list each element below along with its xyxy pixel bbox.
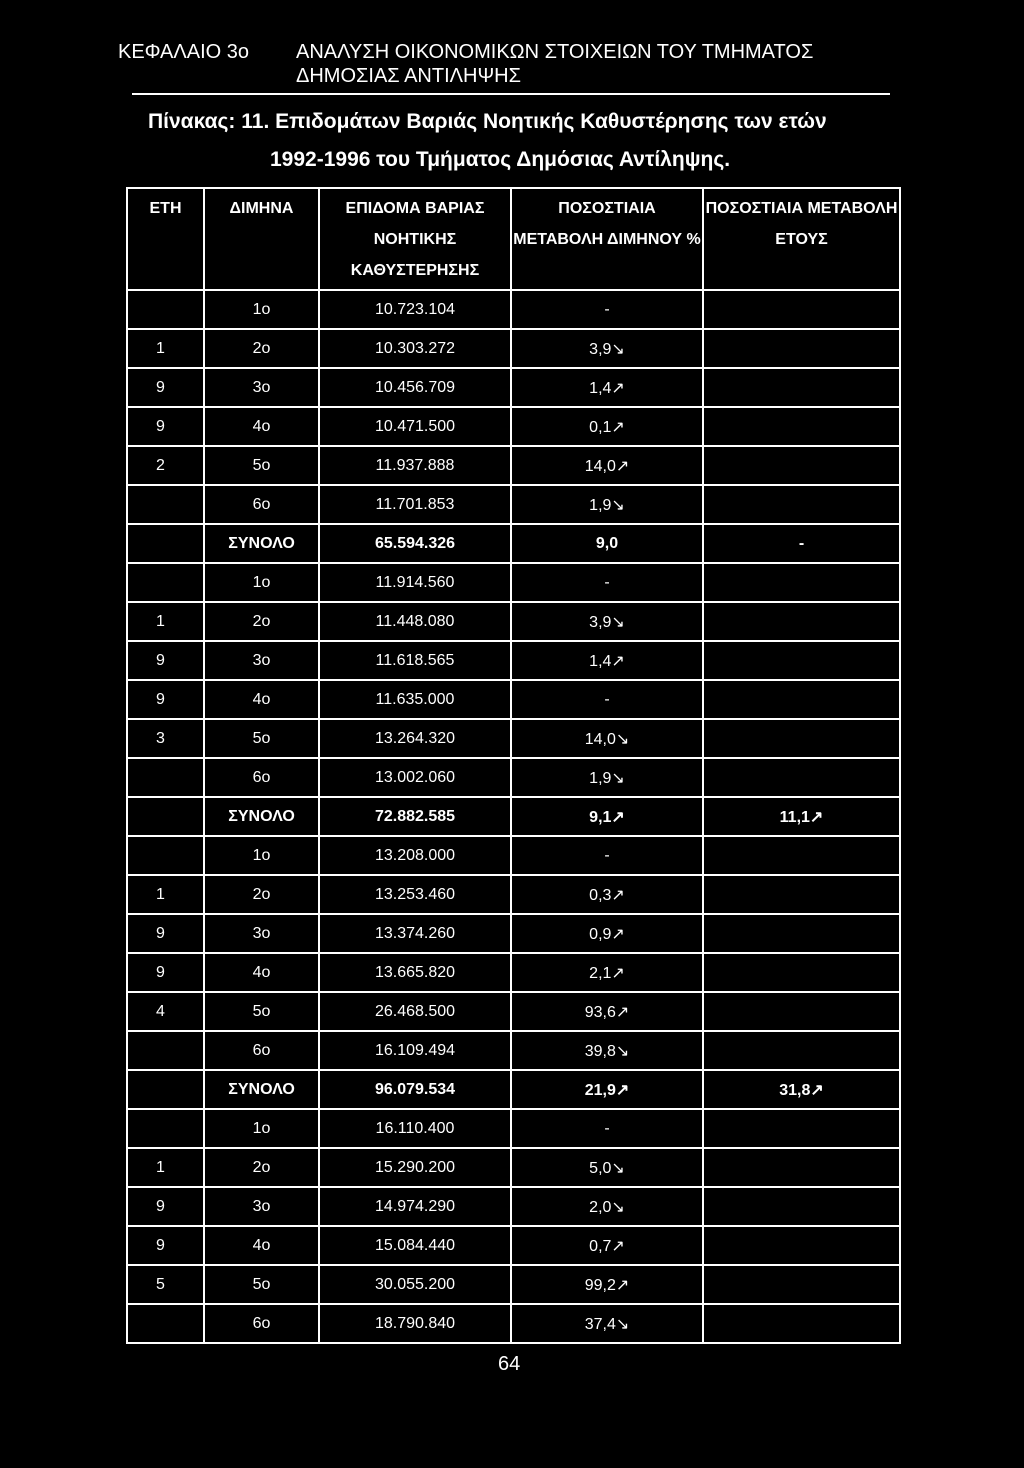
cell-annual-change xyxy=(703,368,900,407)
table-row xyxy=(127,290,900,329)
cell-year xyxy=(127,524,204,563)
col-header-annual-change: ΠΟΣΟΣΤΙΑΙΑ ΜΕΤΑΒΟΛΗ ΕΤΟΥΣ xyxy=(703,188,900,290)
cell-bimonthly-change: 93,6↗ xyxy=(511,992,703,1031)
cell-annual-change xyxy=(703,680,900,719)
cell-year xyxy=(127,1109,204,1148)
total-row xyxy=(127,1070,900,1109)
cell-amount: 11.937.888 xyxy=(319,446,511,485)
cell-annual-change xyxy=(703,641,900,680)
cell-annual-change xyxy=(703,1031,900,1070)
cell-year: 9 xyxy=(127,1226,204,1265)
cell-bimonthly-change: 21,9↗ xyxy=(511,1070,703,1109)
total-row xyxy=(127,524,900,563)
cell-bimonthly-change: 14,0↗ xyxy=(511,446,703,485)
cell-annual-change xyxy=(703,953,900,992)
cell-period: 5ο xyxy=(204,719,319,758)
cell-bimonthly-change: 2,1↗ xyxy=(511,953,703,992)
cell-period: 1ο xyxy=(204,836,319,875)
cell-amount: 11.914.560 xyxy=(319,563,511,602)
cell-bimonthly-change: 0,7↗ xyxy=(511,1226,703,1265)
table-row xyxy=(127,563,900,602)
col-header-years: ΕΤΗ xyxy=(127,188,204,290)
table-row xyxy=(127,1265,900,1304)
cell-period: 1ο xyxy=(204,1109,319,1148)
table-row xyxy=(127,875,900,914)
cell-annual-change xyxy=(703,1304,900,1343)
cell-annual-change: 11,1↗ xyxy=(703,797,900,836)
table-row xyxy=(127,914,900,953)
cell-bimonthly-change: 3,9↘ xyxy=(511,329,703,368)
table-row xyxy=(127,407,900,446)
table-row xyxy=(127,602,900,641)
cell-bimonthly-change: - xyxy=(511,290,703,329)
cell-amount: 10.471.500 xyxy=(319,407,511,446)
cell-year xyxy=(127,485,204,524)
cell-annual-change xyxy=(703,914,900,953)
cell-year: 1 xyxy=(127,602,204,641)
col-header-allowance: ΕΠΙΔΟΜΑ ΒΑΡΙΑΣ ΝΟΗΤΙΚΗΣ ΚΑΘΥΣΤΕΡΗΣΗΣ xyxy=(319,188,511,290)
cell-amount: 13.264.320 xyxy=(319,719,511,758)
cell-annual-change xyxy=(703,992,900,1031)
cell-period: ΣΥΝΟΛΟ xyxy=(204,1070,319,1109)
cell-amount: 18.790.840 xyxy=(319,1304,511,1343)
cell-bimonthly-change: 0,3↗ xyxy=(511,875,703,914)
cell-amount: 26.468.500 xyxy=(319,992,511,1031)
cell-period: 4ο xyxy=(204,680,319,719)
table-row xyxy=(127,1109,900,1148)
cell-amount: 16.110.400 xyxy=(319,1109,511,1148)
cell-period: 3ο xyxy=(204,1187,319,1226)
cell-annual-change xyxy=(703,407,900,446)
cell-amount: 10.303.272 xyxy=(319,329,511,368)
table-row xyxy=(127,1187,900,1226)
cell-year: 9 xyxy=(127,407,204,446)
cell-bimonthly-change: 99,2↗ xyxy=(511,1265,703,1304)
cell-annual-change xyxy=(703,758,900,797)
cell-year: 1 xyxy=(127,875,204,914)
cell-year: 9 xyxy=(127,368,204,407)
cell-amount: 11.635.000 xyxy=(319,680,511,719)
cell-bimonthly-change: - xyxy=(511,680,703,719)
cell-amount: 13.002.060 xyxy=(319,758,511,797)
cell-amount: 72.882.585 xyxy=(319,797,511,836)
cell-bimonthly-change: - xyxy=(511,836,703,875)
cell-bimonthly-change: 9,1↗ xyxy=(511,797,703,836)
cell-amount: 13.208.000 xyxy=(319,836,511,875)
cell-annual-change xyxy=(703,329,900,368)
cell-annual-change xyxy=(703,1265,900,1304)
cell-period: 3ο xyxy=(204,368,319,407)
table-body xyxy=(127,290,900,1343)
col-header-bimonthly-change: ΠΟΣΟΣΤΙΑΙΑ ΜΕΤΑΒΟΛΗ ΔΙΜΗΝΟΥ % xyxy=(511,188,703,290)
cell-period: 3ο xyxy=(204,641,319,680)
cell-bimonthly-change: 5,0↘ xyxy=(511,1148,703,1187)
cell-amount: 30.055.200 xyxy=(319,1265,511,1304)
allowance-table xyxy=(126,187,901,1344)
cell-annual-change xyxy=(703,602,900,641)
page-number: 64 xyxy=(498,1353,521,1375)
cell-amount: 13.374.260 xyxy=(319,914,511,953)
cell-period: 6ο xyxy=(204,758,319,797)
cell-bimonthly-change: 14,0↘ xyxy=(511,719,703,758)
table-row xyxy=(127,1148,900,1187)
cell-amount: 10.723.104 xyxy=(319,290,511,329)
header-divider xyxy=(132,93,890,95)
cell-amount: 13.665.820 xyxy=(319,953,511,992)
cell-period: 2ο xyxy=(204,1148,319,1187)
table-row xyxy=(127,446,900,485)
cell-bimonthly-change: - xyxy=(511,1109,703,1148)
cell-annual-change xyxy=(703,1187,900,1226)
cell-year: 9 xyxy=(127,1187,204,1226)
cell-amount: 16.109.494 xyxy=(319,1031,511,1070)
cell-year xyxy=(127,758,204,797)
table-header-row xyxy=(127,188,900,290)
cell-year: 9 xyxy=(127,680,204,719)
table-row xyxy=(127,329,900,368)
cell-bimonthly-change: 1,9↘ xyxy=(511,485,703,524)
cell-annual-change xyxy=(703,446,900,485)
cell-period: 5ο xyxy=(204,1265,319,1304)
header-title-line2: ΔΗΜΟΣΙΑΣ ΑΝΤΙΛΗΨΗΣ xyxy=(296,65,521,87)
cell-amount: 11.448.080 xyxy=(319,602,511,641)
cell-period: 6ο xyxy=(204,485,319,524)
cell-period: ΣΥΝΟΛΟ xyxy=(204,797,319,836)
cell-amount: 96.079.534 xyxy=(319,1070,511,1109)
cell-period: 5ο xyxy=(204,446,319,485)
table-title-line1: Πίνακας: 11. Επιδομάτων Βαριάς Νοητικής Καθυστέρησης των ετών xyxy=(148,110,827,133)
chapter-label: ΚΕΦΑΛΑΙΟ 3ο xyxy=(118,41,250,63)
total-row xyxy=(127,797,900,836)
table-row xyxy=(127,719,900,758)
col-header-bimonthly-period: ΔΙΜΗΝΑ xyxy=(204,188,319,290)
cell-amount: 11.618.565 xyxy=(319,641,511,680)
table-row xyxy=(127,1304,900,1343)
cell-period: 2ο xyxy=(204,875,319,914)
cell-year xyxy=(127,1031,204,1070)
cell-annual-change: 31,8↗ xyxy=(703,1070,900,1109)
cell-annual-change xyxy=(703,1148,900,1187)
cell-year: 4 xyxy=(127,992,204,1031)
table-row xyxy=(127,680,900,719)
cell-annual-change xyxy=(703,836,900,875)
table-row xyxy=(127,758,900,797)
table-row xyxy=(127,485,900,524)
cell-period: ΣΥΝΟΛΟ xyxy=(204,524,319,563)
cell-annual-change xyxy=(703,875,900,914)
cell-period: 6ο xyxy=(204,1304,319,1343)
table-row xyxy=(127,1226,900,1265)
header-title-line1: ΑΝΑΛΥΣΗ ΟΙΚΟΝΟΜΙΚΩΝ ΣΤΟΙΧΕΙΩΝ ΤΟΥ ΤΜΗΜΑΤΟΣ xyxy=(296,41,814,63)
table-row xyxy=(127,992,900,1031)
table-row xyxy=(127,641,900,680)
cell-period: 2ο xyxy=(204,329,319,368)
cell-amount: 13.253.460 xyxy=(319,875,511,914)
cell-bimonthly-change: 37,4↘ xyxy=(511,1304,703,1343)
cell-year xyxy=(127,290,204,329)
cell-bimonthly-change: 39,8↘ xyxy=(511,1031,703,1070)
cell-year: 9 xyxy=(127,641,204,680)
cell-amount: 10.456.709 xyxy=(319,368,511,407)
page-header xyxy=(118,40,888,88)
table-row xyxy=(127,953,900,992)
table-row xyxy=(127,1031,900,1070)
cell-annual-change xyxy=(703,1226,900,1265)
cell-year xyxy=(127,1304,204,1343)
cell-year: 5 xyxy=(127,1265,204,1304)
cell-annual-change xyxy=(703,485,900,524)
cell-period: 3ο xyxy=(204,914,319,953)
cell-bimonthly-change: 0,9↗ xyxy=(511,914,703,953)
cell-year: 1 xyxy=(127,329,204,368)
cell-period: 4ο xyxy=(204,1226,319,1265)
table-row xyxy=(127,836,900,875)
cell-period: 5ο xyxy=(204,992,319,1031)
cell-year: 9 xyxy=(127,914,204,953)
cell-year: 9 xyxy=(127,953,204,992)
cell-year xyxy=(127,1070,204,1109)
cell-period: 1ο xyxy=(204,563,319,602)
cell-bimonthly-change: 0,1↗ xyxy=(511,407,703,446)
cell-amount: 11.701.853 xyxy=(319,485,511,524)
cell-period: 2ο xyxy=(204,602,319,641)
cell-year: 3 xyxy=(127,719,204,758)
cell-annual-change xyxy=(703,290,900,329)
cell-year: 1 xyxy=(127,1148,204,1187)
cell-bimonthly-change: 3,9↘ xyxy=(511,602,703,641)
cell-annual-change: - xyxy=(703,524,900,563)
cell-period: 1ο xyxy=(204,290,319,329)
cell-year xyxy=(127,836,204,875)
cell-bimonthly-change: 1,4↗ xyxy=(511,368,703,407)
cell-annual-change xyxy=(703,563,900,602)
cell-period: 4ο xyxy=(204,953,319,992)
cell-year xyxy=(127,797,204,836)
cell-period: 4ο xyxy=(204,407,319,446)
cell-year: 2 xyxy=(127,446,204,485)
cell-bimonthly-change: 1,4↗ xyxy=(511,641,703,680)
cell-year xyxy=(127,563,204,602)
cell-bimonthly-change: 9,0 xyxy=(511,524,703,563)
cell-period: 6ο xyxy=(204,1031,319,1070)
cell-bimonthly-change: - xyxy=(511,563,703,602)
cell-amount: 14.974.290 xyxy=(319,1187,511,1226)
cell-amount: 15.084.440 xyxy=(319,1226,511,1265)
cell-amount: 65.594.326 xyxy=(319,524,511,563)
table-title-line2: 1992-1996 του Τμήματος Δημόσιας Αντίληψης. xyxy=(270,148,731,171)
table-row xyxy=(127,368,900,407)
cell-bimonthly-change: 1,9↘ xyxy=(511,758,703,797)
cell-annual-change xyxy=(703,1109,900,1148)
cell-annual-change xyxy=(703,719,900,758)
cell-amount: 15.290.200 xyxy=(319,1148,511,1187)
cell-bimonthly-change: 2,0↘ xyxy=(511,1187,703,1226)
